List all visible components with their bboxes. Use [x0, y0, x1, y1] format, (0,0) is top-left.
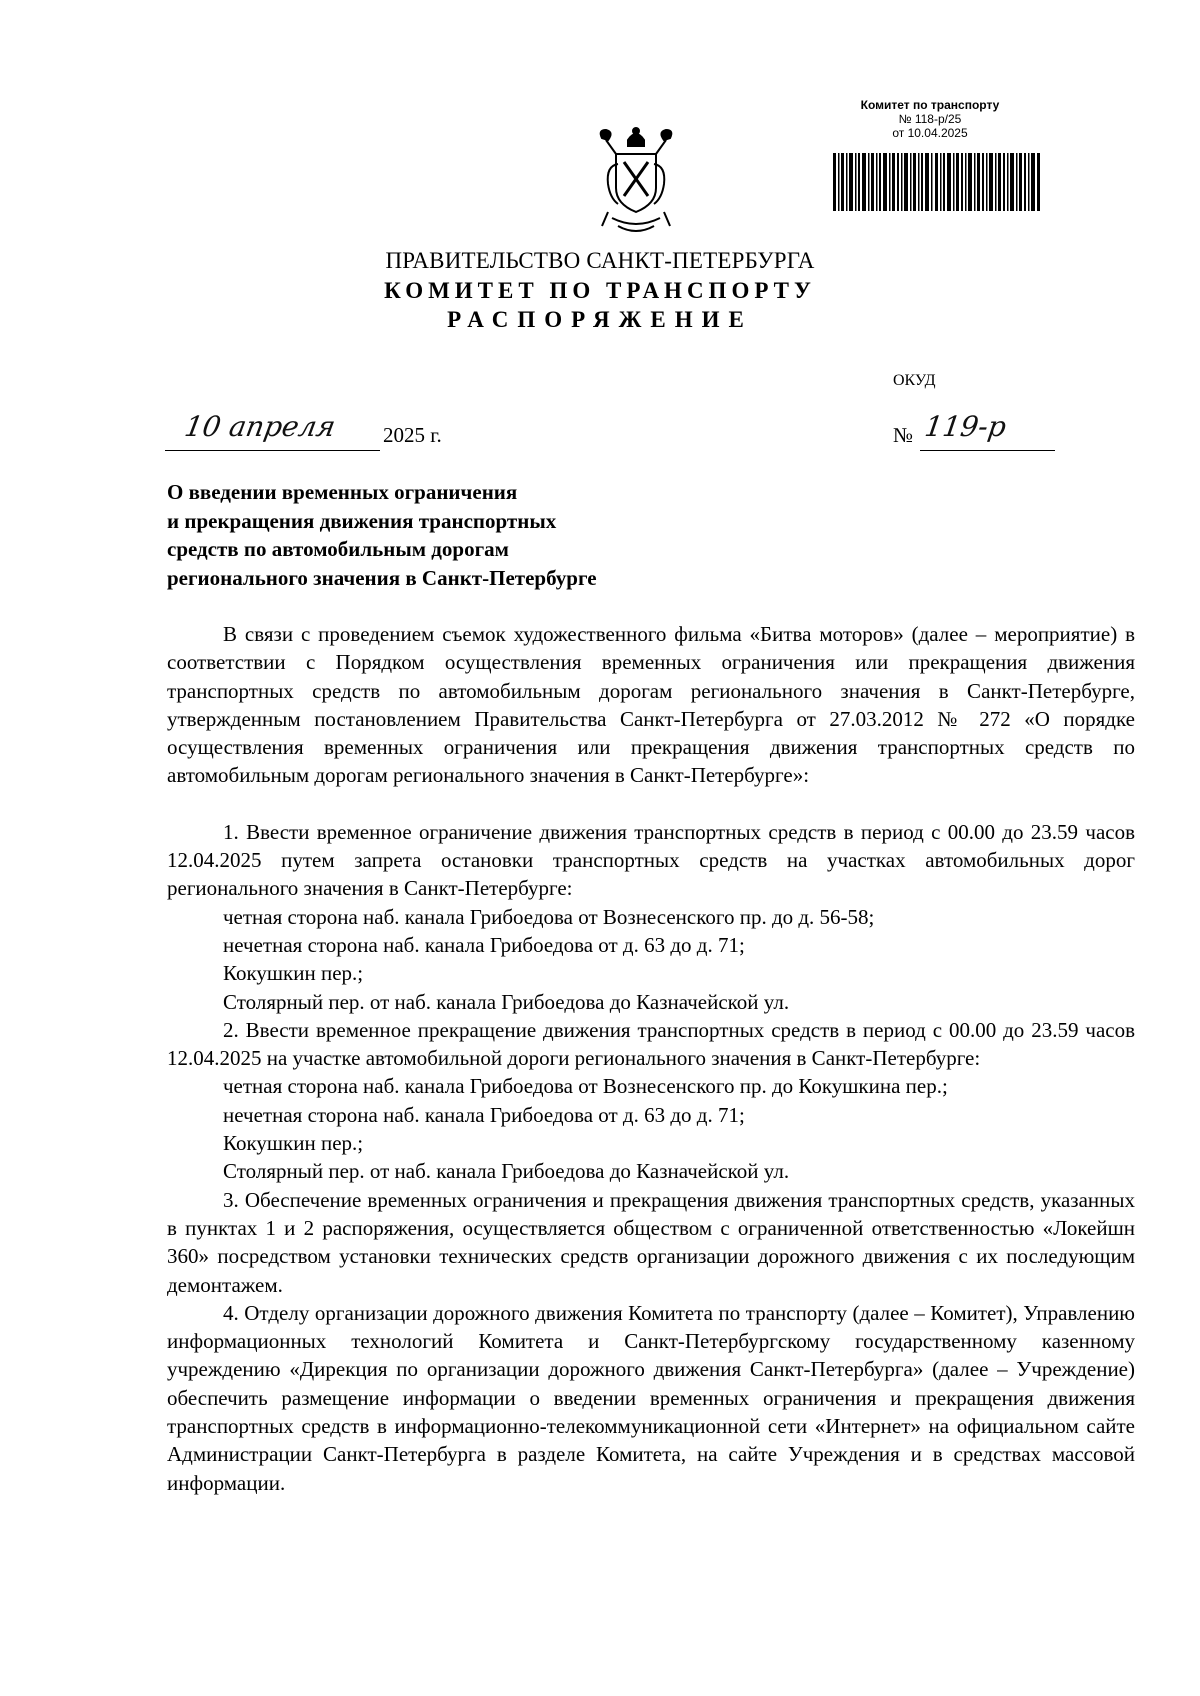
stamp-reg-date: от 10.04.2025 [892, 126, 968, 140]
clause-4: 4. Отделу организации дорожного движения Комитета по транспорту (далее – Комитет), Управлению информационных технологий Комитета и Санкт-Петербургскому государственному казенному учреждению «Дирекция по организации дорожного движения Санкт-Петербурга» (далее – Учреждение) обеспечить размещение информации о введении временных ограничения и прекращения движения транспортных средств в информационно-телекоммуникационной сети «Интернет» на официальном сайте Администрации Санкт-Петербурга в разделе Комитета, на сайте Учреждения и в средствах массовой информации. [167, 1300, 1135, 1495]
document-type: РАСПОРЯЖЕНИЕ [447, 307, 753, 332]
document-subject [167, 478, 727, 592]
handwritten-number: 119-р [922, 410, 1009, 443]
clause-2-item: Кокушкин пер.; [223, 1131, 364, 1156]
stamp-org: Комитет по транспорту [860, 98, 1000, 112]
coat-of-arms-icon [588, 126, 684, 238]
preamble-paragraph: В связи с проведением съемок художественного фильма «Битва моторов» (далее – мероприятие) в соответствии с Порядком осуществления временных ограничения или прекращения движения транспортных средств по автомобильным дорогам регионального значения в Санкт-Петербурге, утвержденным постановлением Правительства Санкт-Петербурга от 27.03.2012 № 272 «О порядке осуществления временных ограничения или прекращения движения транспортных средств по автомобильным дорогам регионального значения в Санкт-Петербурге»: [167, 622, 1135, 788]
document-body [167, 620, 1135, 1497]
government-title: ПРАВИТЕЛЬСТВО САНКТ-ПЕТЕРБУРГА [385, 248, 815, 273]
subject-line: средств по автомобильным дорогам [167, 537, 509, 561]
clause-1-item: Столярный пер. от наб. канала Грибоедова до Казначейской ул. [223, 989, 790, 1014]
clause-3: 3. Обеспечение временных ограничения и прекращения движения транспортных средств, указанных в пунктах 1 и 2 распоряжения, осуществляется обществом с ограниченной ответственностью «Локейшн 360» посредством установки технических средств организации дорожного движения с их последующим демонтажем. [167, 1187, 1135, 1297]
subject-line: О введении временных ограничения [167, 480, 518, 504]
clause-2-item: четная сторона наб. канала Грибоедова от Вознесенского пр. до Кокушкина пер.; [223, 1074, 948, 1099]
registration-stamp [820, 98, 1040, 140]
clause-2-item: Столярный пер. от наб. канала Грибоедова до Казначейской ул. [223, 1159, 790, 1184]
committee-title: КОМИТЕТ ПО ТРАНСПОРТУ [384, 278, 816, 303]
okud-label: ОКУД [893, 372, 936, 389]
stamp-reg-number: № 118-р/25 [898, 112, 962, 126]
subject-line: и прекращения движения транспортных [167, 508, 557, 533]
subject-line: регионального значения в Санкт-Петербурге [167, 565, 597, 590]
clause-2-item: нечетная сторона наб. канала Грибоедова от д. 63 до д. 71; [223, 1102, 745, 1127]
clause-1: 1. Ввести временное ограничение движения транспортных средств в период с 00.00 до 23.59 часов 12.04.2025 путем запрета остановки транспортных средств на участках автомобильных дорог регионального значения в Санкт-Петербурге: [167, 819, 1135, 901]
clause-2: 2. Ввести временное прекращение движения транспортных средств в период с 00.00 до 23.59 часов 12.04.2025 на участке автомобильной дороги регионального значения в Санкт-Петербурге: [167, 1017, 1135, 1071]
date-year: 2025 г. [383, 423, 442, 447]
clause-1-item: нечетная сторона наб. канала Грибоедова от д. 63 до д. 71; [223, 932, 745, 957]
handwritten-date: 10 апреля [182, 410, 339, 443]
number-sign: № [893, 423, 914, 447]
clause-1-item: четная сторона наб. канала Грибоедова от Вознесенского пр. до д. 56-58; [223, 904, 875, 929]
barcode-icon [833, 153, 1041, 211]
clause-1-item: Кокушкин пер.; [223, 961, 364, 986]
